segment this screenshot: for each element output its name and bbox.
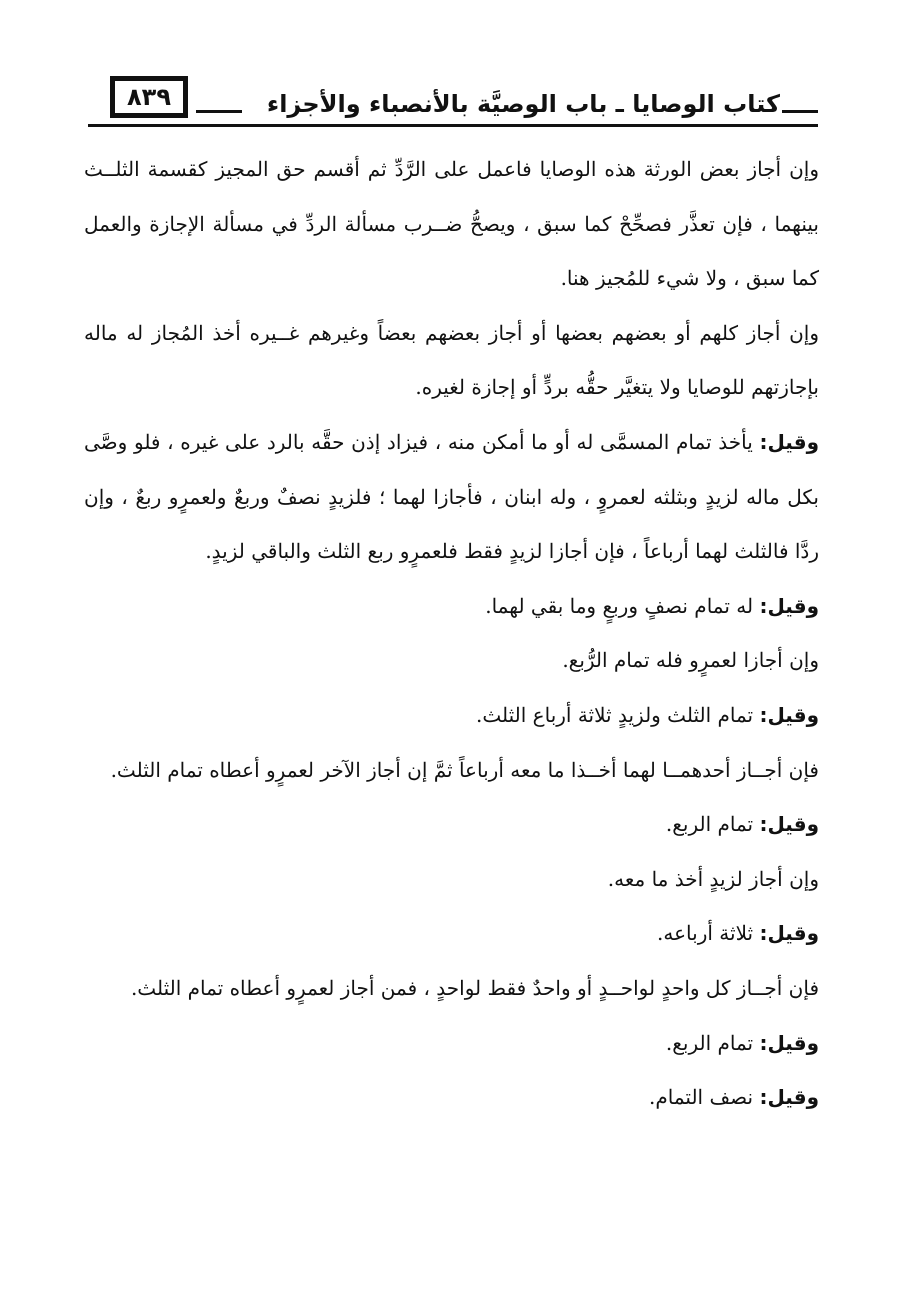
header-rule-segment — [196, 110, 242, 113]
qil-label: وقيل: — [759, 429, 819, 454]
header-rule-lead — [782, 110, 818, 113]
qil-label: وقيل: — [759, 812, 819, 837]
paragraph: وقيل: تمام الثلث ولزيدٍ ثلاثة أرباع الثلث. — [476, 702, 819, 727]
paragraph: وقيل: يأخذ تمام المسمَّى له أو ما أمكن منه ، فيزاد إذن حقَّه بالرد على غيره ، فلو وصَّى بكل ماله لزيدٍ وبثلثه لعمروٍ ، وله ابنان ، فأجازا لهما ؛ فلزيدٍ نصفٌ وربعٌ ولعمرٍو ربعٌ ، وإن ردَّا فالثلث لهما أرباعاً ، فإن أجازا لزيدٍ فقط فلعمرٍو ربع الثلث والباقي لزيدٍ. — [84, 429, 819, 564]
qil-label: وقيل: — [759, 593, 819, 618]
paragraph: وقيل: ثلاثة أرباعه. — [657, 921, 819, 946]
paragraph: وإن أجازا لعمرٍو فله تمام الرُّبع. — [562, 648, 819, 673]
paragraph: وإن أجاز بعض الورثة هذه الوصايا فاعمل على الرَّدِّ ثم أقسم حق المجيز كقسمة الثلــث بينهما ، فإن تعذَّر فصحِّحْ كما سبق ، ويصحُّ ضــرب مسألة الردِّ في مسألة الإجازة والعمل كما سبق ، ولا شيء للمُجيز هنا. — [84, 157, 819, 291]
paragraph: فإن أجــاز كل واحدٍ لواحــدٍ أو واحدٌ فقط لواحدٍ ، فمن أجاز لعمرٍو أعطاه تمام الثلث. — [130, 975, 819, 1000]
body-text — [84, 142, 819, 1125]
qil-label: وقيل: — [759, 1085, 819, 1110]
qil-label: وقيل: — [759, 702, 819, 727]
paragraph: وإن أجاز لزيدٍ أخذ ما معه. — [607, 866, 819, 891]
qil-label: وقيل: — [759, 1030, 819, 1055]
qil-label: وقيل: — [759, 921, 819, 946]
paragraph: وقيل: تمام الربع. — [665, 812, 819, 837]
paragraph: وقيل: نصف التمام. — [649, 1085, 819, 1110]
paragraph: وإن أجاز كلهم أو بعضهم بعضها أو أجاز بعضهم بعضاً وغيرهم غــيره أخذ المُجاز له ماله بإجازتهم للوصايا ولا يتغيَّر حقُّه بردٍّ أو إجازة لغيره. — [84, 320, 819, 400]
page-header — [88, 76, 818, 132]
header-underline — [88, 124, 818, 127]
page-number: ٨٣٩ — [110, 76, 188, 118]
running-title: كتاب الوصايا ـ باب الوصيَّة بالأنصباء والأجزاء — [266, 90, 780, 118]
paragraph: وقيل: تمام الربع. — [665, 1030, 819, 1055]
paragraph: وقيل: له تمام نصفٍ وربعٍ وما بقي لهما. — [485, 593, 819, 618]
paragraph: فإن أجــاز أحدهمــا لهما أخــذا ما معه أرباعاً ثمَّ إن أجاز الآخر لعمرٍو أعطاه تمام الثلث. — [110, 757, 819, 782]
